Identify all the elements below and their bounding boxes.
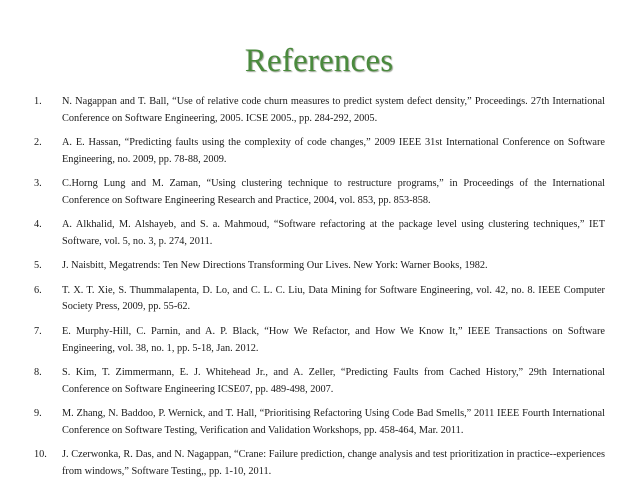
reference-text: A. Alkhalid, M. Alshayeb, and S. a. Mahmoud, “Software refactoring at the package level using clustering techniques,” IET Software, vol. 5, no. 3, p. 274, 2011.	[62, 219, 605, 248]
reference-text: J. Naisbitt, Megatrends: Ten New Directions Transforming Our Lives. New York: Warner Books, 1982.	[62, 260, 488, 272]
reference-item	[34, 324, 605, 358]
reference-number: 9.	[34, 407, 42, 419]
reference-item	[34, 365, 605, 399]
reference-number: 1.	[34, 96, 42, 107]
reference-text: N. Nagappan and T. Ball, “Use of relative code churn measures to predict system defect density,” Proceedings. 27th International Conference on Software Engineering, 2005. ICSE 2005., pp. 284-292, 2005.	[62, 96, 605, 124]
reference-item	[34, 217, 605, 251]
reference-item	[34, 135, 605, 169]
reference-text: S. Kim, T. Zimmermann, E. J. Whitehead Jr., and A. Zeller, “Predicting Faults from Cached History,” 29th International Conference on Software Engineering ICSE07, pp. 489-498, 2007.	[62, 366, 605, 395]
reference-number: 5.	[34, 260, 42, 272]
reference-number: 6.	[34, 284, 42, 296]
reference-item	[34, 94, 605, 128]
reference-number: 3.	[34, 178, 42, 190]
reference-list	[34, 94, 605, 488]
reference-text: T. X. T. Xie, S. Thummalapenta, D. Lo, and C. L. C. Liu, Data Mining for Software Engineering, vol. 42, no. 8. IEEE Computer Society Press, 2009, pp. 55-62.	[62, 284, 605, 313]
reference-item	[34, 447, 605, 481]
reference-number: 10.	[34, 449, 47, 461]
reference-text: M. Zhang, N. Baddoo, P. Wernick, and T. Hall, “Prioritising Refactoring Using Code Bad Smells,” 2011 IEEE Fourth International Conference on Software Testing, Verification and Validation Workshops, pp. 458-464, Mar. 2011.	[62, 407, 605, 436]
reference-number: 8.	[34, 366, 42, 378]
reference-text: C.Horng Lung and M. Zaman, “Using clustering technique to restructure programs,” in Proceedings of the International Conference on Software Engineering Research and Practice, 2004, vol. 853, pp. 853-858.	[62, 178, 605, 206]
reference-text: A. E. Hassan, “Predicting faults using the complexity of code changes,” 2009 IEEE 31st International Conference on Software Engineering, no. 2009, pp. 78-88, 2009.	[62, 137, 605, 165]
slide-title: References	[244, 43, 394, 79]
reference-item	[34, 258, 605, 275]
reference-item	[34, 406, 605, 440]
reference-text: E. Murphy-Hill, C. Parnin, and A. P. Black, “How We Refactor, and How We Know It,” IEEE Transactions on Software Engineering, vol. 38, no. 1, pp. 5-18, Jan. 2012.	[62, 325, 605, 354]
reference-number: 7.	[34, 325, 42, 337]
reference-number: 4.	[34, 219, 42, 231]
reference-number: 2.	[34, 137, 42, 149]
reference-text: J. Czerwonka, R. Das, and N. Nagappan, “Crane: Failure prediction, change analysis and test prioritization in practice--experiences from windows,” Software Testing,, pp. 1-10, 2011.	[62, 449, 605, 477]
reference-item	[34, 176, 605, 210]
reference-item	[34, 283, 605, 317]
